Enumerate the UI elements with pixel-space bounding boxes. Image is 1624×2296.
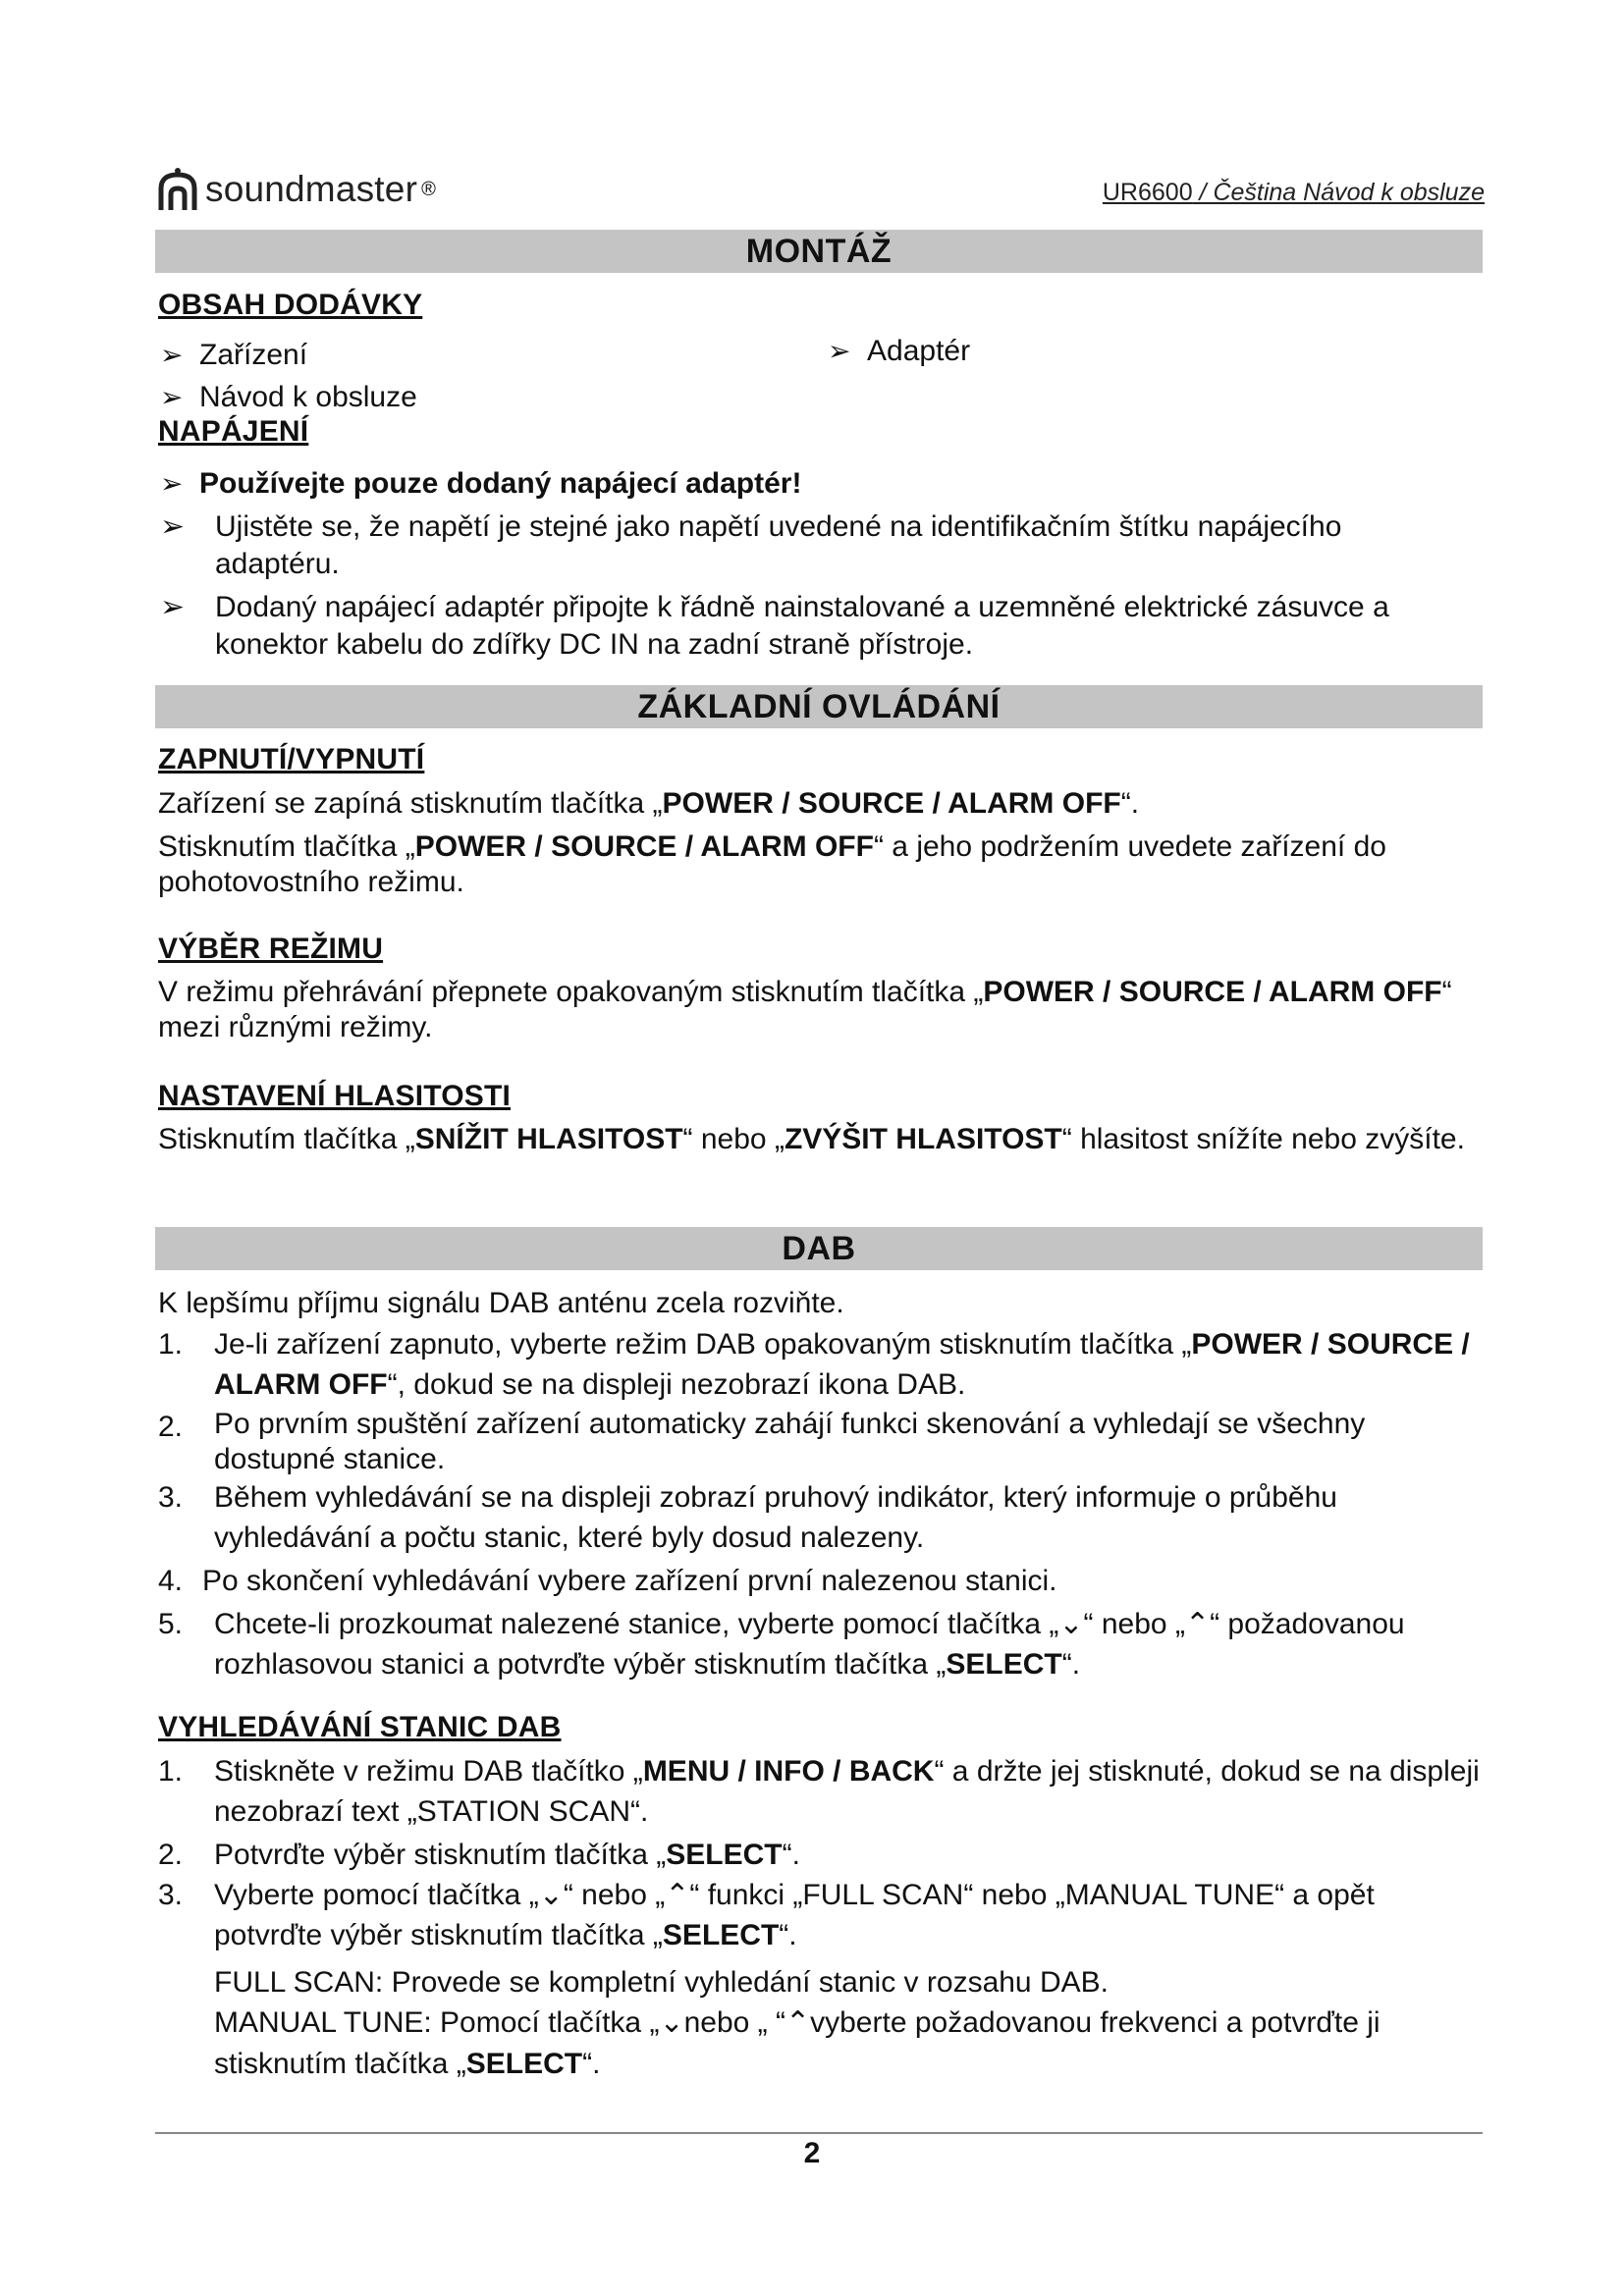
chevron-down-icon: ⌄ bbox=[538, 1879, 564, 1911]
list-item: ➢ Zařízení bbox=[160, 336, 307, 375]
heading-dab-scan: VYHLEDÁVÁNÍ STANIC DAB bbox=[158, 1711, 562, 1743]
footer-divider bbox=[155, 2132, 1483, 2134]
paragraph: Zařízení se zapíná stisknutím tlačítka „POWER / SOURCE / ALARM OFF“. bbox=[158, 787, 1140, 820]
paragraph: K lepšímu příjmu signálu DAB anténu zcela rozviňte. bbox=[158, 1287, 844, 1319]
list-item: ➢ Dodaný napájecí adaptér připojte k řádně nainstalované a uzemněné elektrické zásuvce a konektor kabelu do zdířky DC IN na zadní straně přístroje. bbox=[160, 591, 1389, 661]
arrow-bullet-icon: ➢ bbox=[160, 510, 186, 543]
paragraph: MANUAL TUNE: Pomocí tlačítka „⌄nebo „ “⌃vyberte požadovanou frekvenci a potvrďte ji stisknutím tlačítka „SELECT“. bbox=[214, 2006, 1380, 2080]
arrow-bullet-icon: ➢ bbox=[828, 336, 851, 366]
document-reference: UR6600 / Čeština Návod k obsluze bbox=[1102, 179, 1485, 206]
chevron-up-icon: ⌃ bbox=[785, 2006, 811, 2039]
brand-name: soundmaster bbox=[205, 169, 418, 209]
list-item: ➢ Návod k obsluze bbox=[160, 378, 417, 417]
arrow-bullet-icon: ➢ bbox=[160, 340, 184, 370]
chevron-down-icon: ⌄ bbox=[659, 2006, 684, 2039]
registered-mark: ® bbox=[421, 178, 436, 200]
list-item: ➢ Adaptér bbox=[828, 332, 970, 371]
list-item: ➢ Používejte pouze dodaný napájecí adaptér! bbox=[160, 464, 801, 504]
chevron-up-icon: ⌃ bbox=[665, 1879, 690, 1911]
arrow-bullet-icon: ➢ bbox=[160, 591, 186, 623]
heading-on-off: ZAPNUTÍ/VYPNUTÍ bbox=[158, 743, 425, 775]
heading-volume: NASTAVENÍ HLASITOSTI bbox=[158, 1080, 512, 1112]
soundmaster-logo-icon bbox=[157, 167, 198, 212]
arrow-bullet-icon: ➢ bbox=[160, 382, 184, 412]
paragraph: FULL SCAN: Provede se kompletní vyhledání stanic v rozsahu DAB. bbox=[214, 1966, 1109, 1999]
section-bar-dab: DAB bbox=[155, 1227, 1483, 1270]
paragraph: Stisknutím tlačítka „SNÍŽIT HLASITOST“ nebo „ZVÝŠIT HLASITOST“ hlasitost snížíte nebo zvýšíte. bbox=[158, 1123, 1465, 1155]
heading-mode: VÝBĚR REŽIMU bbox=[158, 933, 384, 965]
section-bar-basic: ZÁKLADNÍ OVLÁDÁNÍ bbox=[155, 685, 1483, 728]
manual-page: soundmaster ® UR6600 / Čeština Návod k obsluze MONTÁŽ OBSAH DODÁVKY ➢ Zařízení ➢ Návod k obsluze ➢ Adaptér NAPÁJENÍ ➢ Používejte pouze dodaný napájecí adaptér! ➢ Ujistěte se, že napětí je stejné jako napětí uvedené na identifikačním štítku napájecího adaptéru. ➢ Dodaný napájecí adaptér připojte k řádně nainstalované a uzemněné elektrické zásuvce a konektor kabelu do zdířky DC IN na zadní straně přístroje. ZÁKLADNÍ OVLÁDÁNÍ ZAPNUTÍ/VYPNUTÍ Zařízení se zapíná stisknutím tlačítka „POWER / SOURCE / ALARM OFF“. Stisknutím tlačítka „POWER / SOURCE / ALARM OFF“ a jeho podržením uvedete zařízení do pohotovostního režimu. VÝBĚR REŽIMU V režimu přehrávání přepnete opakovaným stisknutím tlačítka „POWER / SOURCE / ALARM OFF“ mezi různými režimy. NASTAVENÍ HLASITOSTI Stisknutím tlačítka „SNÍŽIT HLASITOST“ nebo „ZVÝŠIT HLASITOST“ hlasitost snížíte nebo zvýšíte. DAB K lepšímu příjmu signálu DAB anténu zcela rozviňte. 1. Je-li zařízení zapnuto, vyberte režim DAB opakovaným stisknutím tlačítka „POWER / SOURCE / ALARM OFF“, dokud se na displeji nezobrazí ikona DAB. 2. Po prvním spuštění zařízení automaticky zahájí funkci skenování a vyhledají se všechny dostupné stanice. 3. Během vyhledávání se na displeji zobrazí pruhový indikátor, který informuje o průběhu vyhledávání a počtu stanic, které byly dosud nalezeny. 4. Po skončení vyhledávání vybere zařízení první nalezenou stanici. 5. Chcete-li prozkoumat nalezené stanice, vyberte pomocí tlačítka „⌄“ nebo „⌃“ požadovanou rozhlasovou stanici a potvrďte výběr stisknutím tlačítka „SELECT“. VYHLEDÁVÁNÍ STANIC DAB 1. Stiskněte v režimu DAB tlačítko „MENU / INFO / BACK“ a držte jej stisknuté, dokud se na displeji nezobrazí text „STATION SCAN“. 2. Potvrďte výběr stisknutím tlačítka „SELECT“. 3. Vyberte pomocí tlačítka „⌄“ nebo „⌃“ funkci „FULL SCAN“ nebo „MANUAL TUNE“ a opět potvrďte výběr stisknutím tlačítka „SELECT“. FULL SCAN: Provede se kompletní vyhledání stanic v rozsahu DAB. MANUAL TUNE: Pomocí tlačítka „⌄nebo „ “⌃vyberte požadovanou frekvenci a potvrďte ji stisknutím tlačítka „SELECT“. 2 bbox=[0, 0, 1624, 2296]
brand-logo bbox=[157, 165, 436, 214]
heading-power: NAPÁJENÍ bbox=[158, 415, 309, 448]
arrow-bullet-icon: ➢ bbox=[160, 468, 184, 499]
heading-contents: OBSAH DODÁVKY bbox=[158, 289, 423, 321]
chevron-down-icon: ⌄ bbox=[1058, 1608, 1084, 1640]
paragraph: V režimu přehrávání přepnete opakovaným stisknutím tlačítka „POWER / SOURCE / ALARM OFF“ mezi různými režimy. bbox=[158, 976, 1452, 1043]
paragraph: Stisknutím tlačítka „POWER / SOURCE / ALARM OFF“ a jeho podržením uvedete zařízení do pohotovostního režimu. bbox=[158, 830, 1386, 898]
section-bar-montaz: MONTÁŽ bbox=[155, 230, 1483, 273]
chevron-up-icon: ⌃ bbox=[1184, 1608, 1211, 1640]
page-number: 2 bbox=[803, 2137, 821, 2169]
list-item: ➢ Ujistěte se, že napětí je stejné jako napětí uvedené na identifikačním štítku napájecího adaptéru. bbox=[160, 510, 1342, 580]
